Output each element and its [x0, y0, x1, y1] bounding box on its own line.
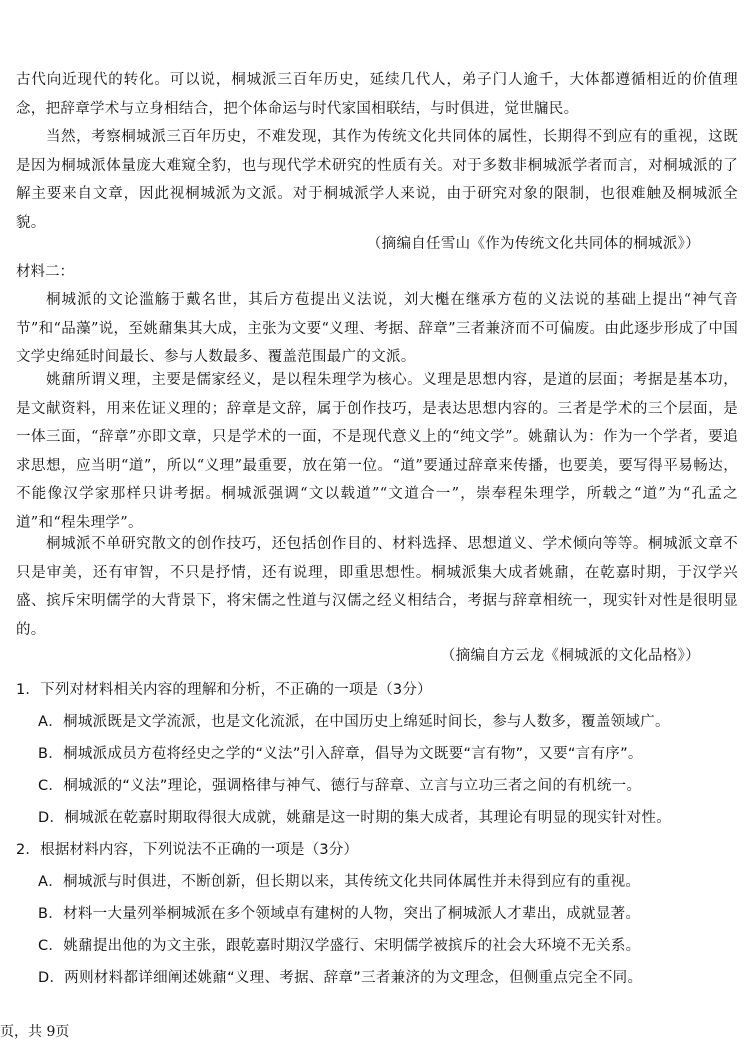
- material2-label: 材料二：: [16, 264, 74, 280]
- material2-source: （摘编自方云龙《桐城派的文化品格》）: [440, 648, 700, 664]
- question-2-option-b: B．材料一大量列举桐城派在多个领域卓有建树的人物，突出了桐城派人才辈出，成就显著。: [38, 906, 641, 922]
- question-1-option-c: C．桐城派的“义法”理论，强调格律与神气、德行与辞章、立言与立功三者之间的有机统一。: [38, 778, 642, 794]
- question-1-stem: 1．下列对材料相关内容的理解和分析，不正确的一项是（3分）: [16, 682, 432, 698]
- material1-source: （摘编自任雪山《作为传统文化共同体的桐城派》）: [366, 236, 700, 252]
- question-2-option-a: A．桐城派与时俱进，不断创新，但长期以来，其传统文化共同体属性并未得到应有的重视。: [38, 874, 641, 890]
- question-2-option-d: D．两则材料都详细阐述姚鼐“义理、考据、辞章”三者兼济的为文理念，但侧重点完全不同。: [38, 970, 643, 986]
- question-1-option-b: B．桐城派成员方苞将经史之学的“义法”引入辞章，倡导为文既要“言有物”，又要“言有序”。: [38, 746, 643, 762]
- question-2-stem: 2．根据材料内容，下列说法不正确的一项是（3分）: [16, 842, 359, 858]
- material2-paragraph-2: 姚鼐所谓义理，主要是儒家经义，是以程朱理学为核心。义理是思想内容，是道的层面；考据是基本功，是文献资料，用来佐证义理的；辞章是文辞，属于创作技巧，是表达思想内容的。三者是学术的三个层面，是一体三面，“辞章”亦即文章，只是学术的一面，不是现代意义上的“纯文学”。姚鼐认为：作为一个学者，要追求思想，应当明“道”，所以“义理”最重要，放在第一位。“道”要通过辞章来传播，也要美，要写得平易畅达，不能像汉学家那样只讲考据。桐城派强调“文以载道”“文道合一”，崇奉程朱理学，所载之“道”为“孔孟之道”和“程朱理学”。: [16, 372, 738, 531]
- material2-paragraph-1: 桐城派的文论滥觞于戴名世，其后方苞提出义法说，刘大櫆在继承方苞的义法说的基础上提出“神气音节”和“品藻”说，至姚鼐集其大成，主张为文要“义理、考据、辞章”三者兼济而不可偏废。由此逐步形成了中国文学史绵延时间最长、参与人数最多、覆盖范围最广的文派。: [16, 292, 738, 365]
- material2-paragraph-3: 桐城派不单研究散文的创作技巧，还包括创作目的、材料选择、思想道义、学术倾向等等。桐城派文章不只是审美，还有审智，不只是抒情，还有说理，即重思想性。桐城派集大成者姚鼐，在乾嘉时期，于汉学兴盛、摈斥宋明儒学的大背景下，将宋儒之性道与汉儒之经义相结合，考据与辞章相统一，现实针对性是很明显的。: [16, 536, 738, 638]
- question-1-option-d: D．桐城派在乾嘉时期取得很大成就，姚鼐是这一时期的集大成者，其理论有明显的现实针对性。: [38, 810, 672, 826]
- question-2-option-c: C．姚鼐提出他的为文主张，跟乾嘉时期汉学盛行、宋明儒学被摈斥的社会大环境不无关系。: [38, 938, 641, 954]
- page-footer: 页，共 9页: [0, 1024, 70, 1040]
- material1-paragraph-2: 当然，考察桐城派三百年历史，不难发现，其作为传统文化共同体的属性，长期得不到应有的重视，这既是因为桐城派体量庞大难窥全豹，也与现代学术研究的性质有关。对于多数非桐城派学者而言，对桐城派的了解主要来自文章，因此视桐城派为文派。对于桐城派学人来说，由于研究对象的限制，也很难触及桐城派全貌。: [16, 129, 738, 231]
- material1-paragraph-tail: 古代向近现代的转化。可以说，桐城派三百年历史，延续几代人，弟子门人逾千，大体都遵循相近的价值理念，把辞章学术与立身相结合，把个体命运与时代家国相联结，与时俱进，觉世牖民。: [16, 72, 738, 117]
- question-1-option-a: A．桐城派既是文学流派，也是文化流派，在中国历史上绵延时间长，参与人数多，覆盖领域广。: [38, 714, 670, 730]
